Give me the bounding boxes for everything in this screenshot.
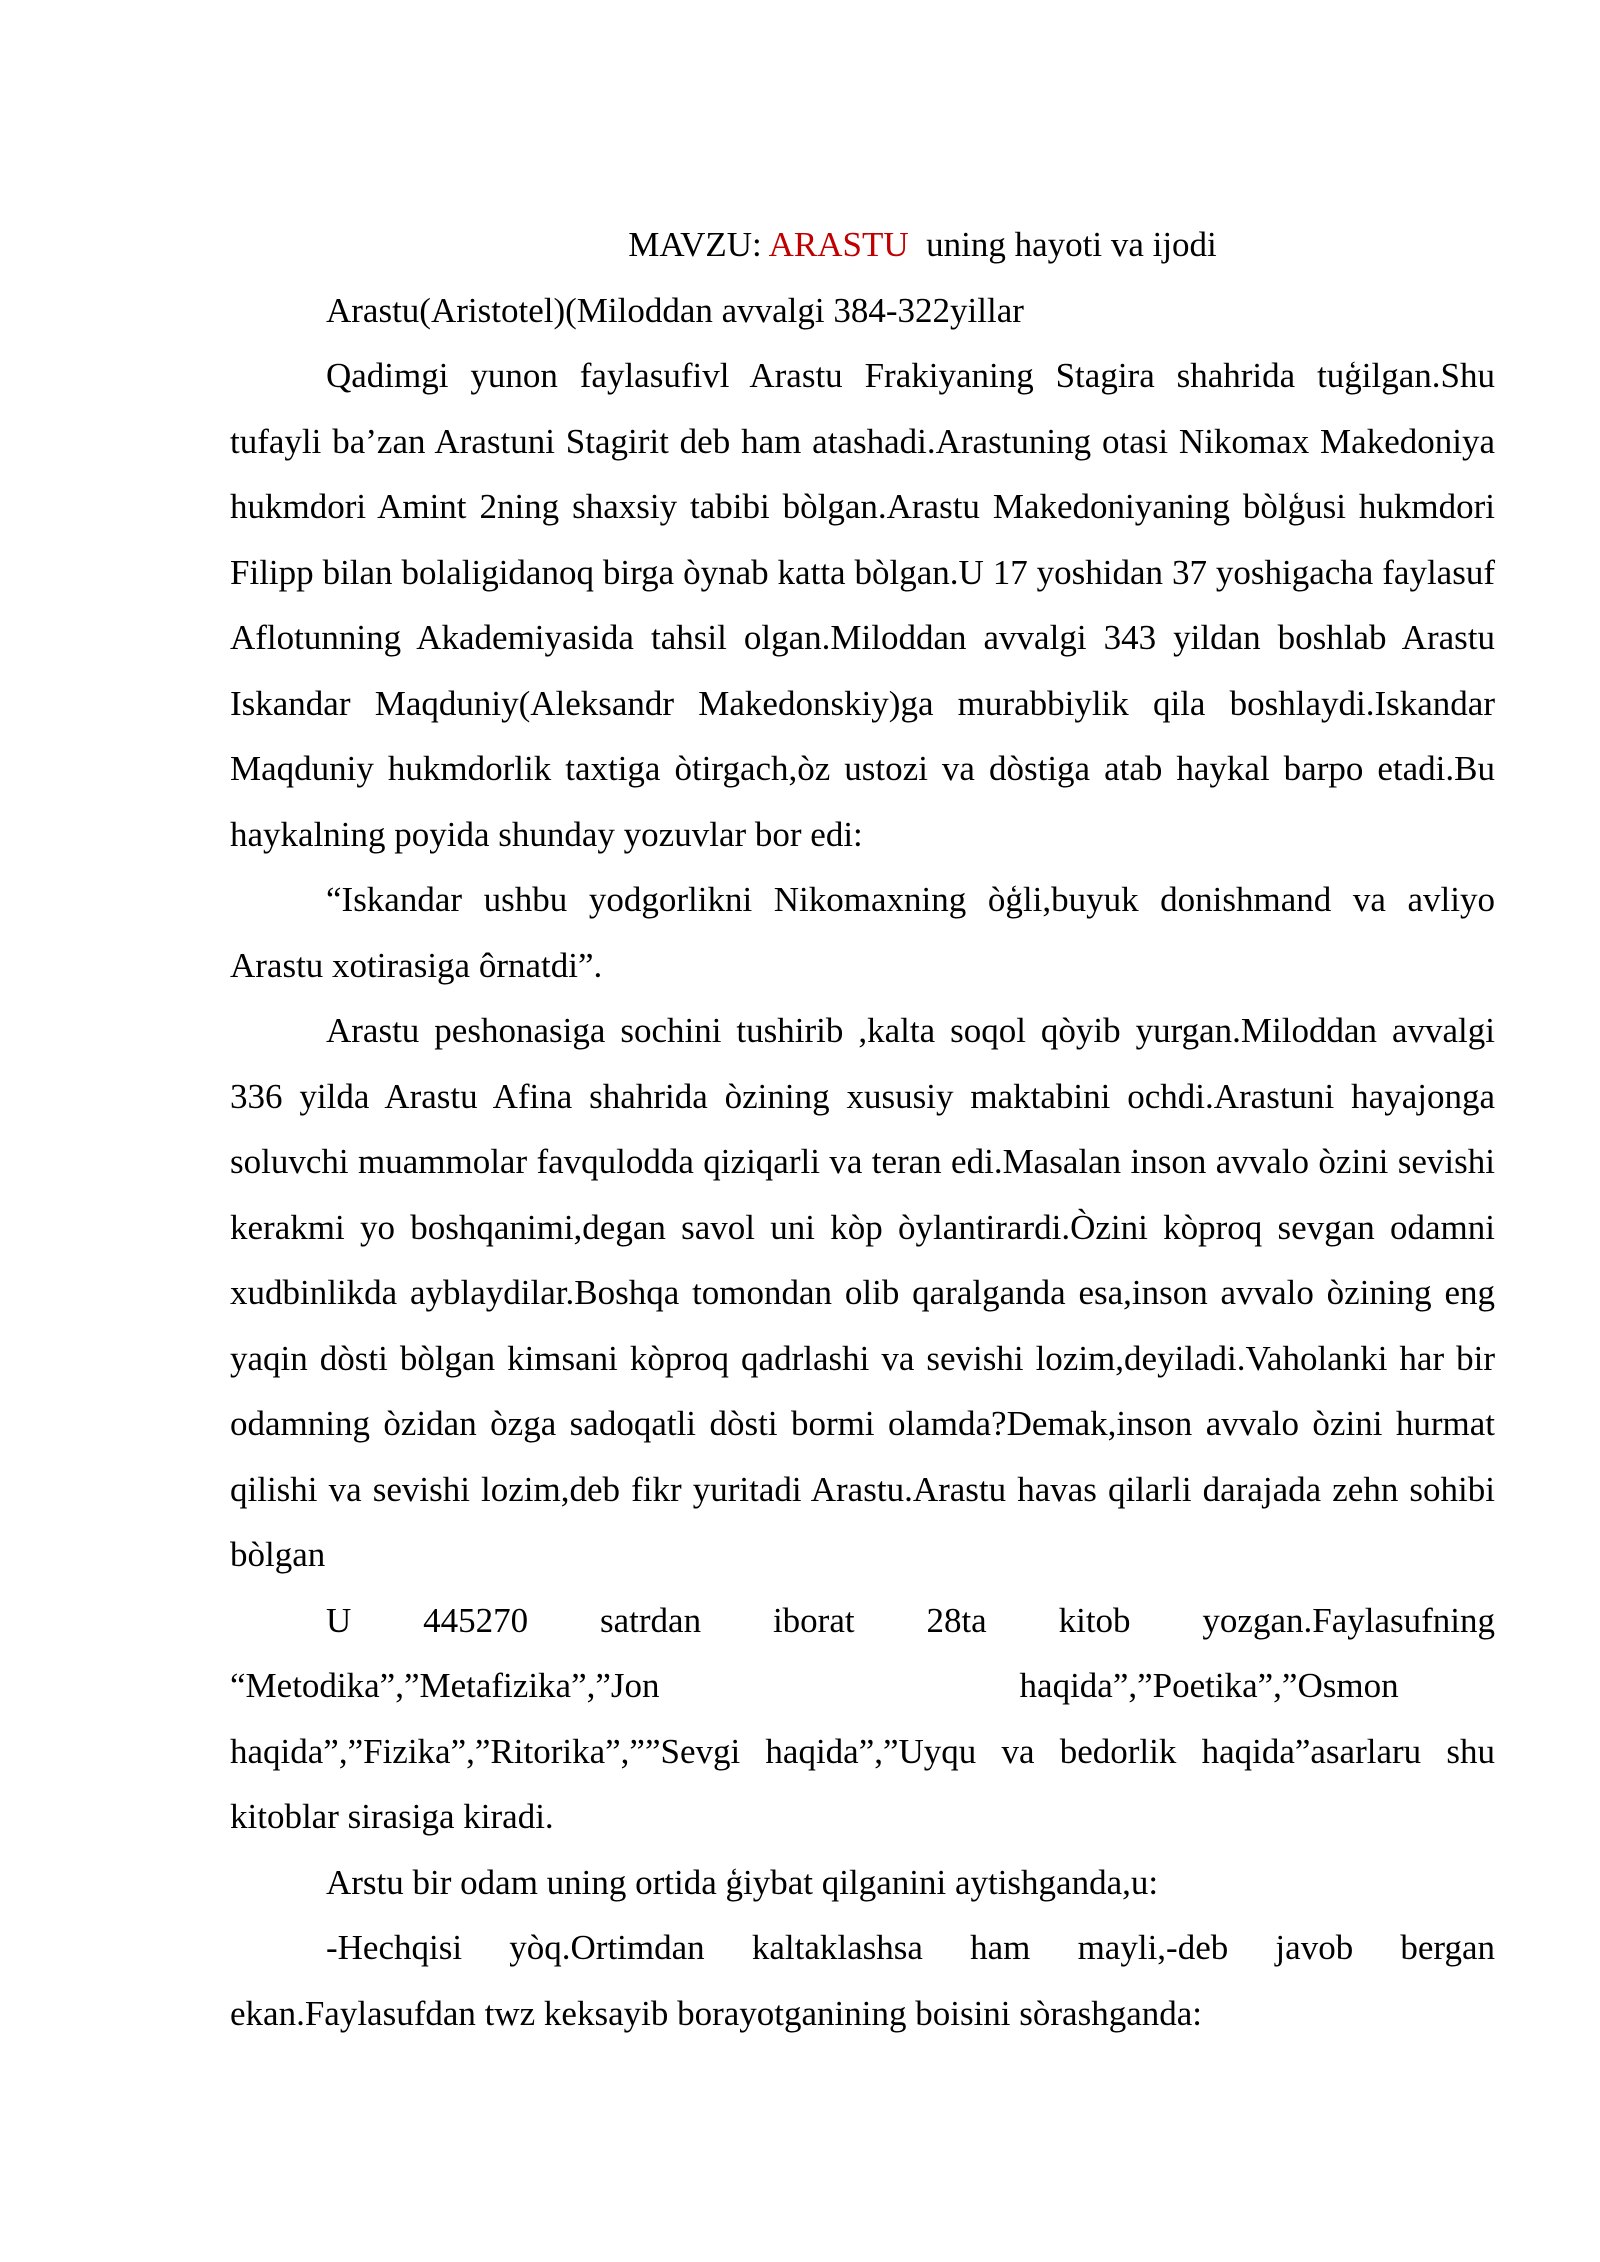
paragraph-school: Arastu peshonasiga sochini tushirib ,kalta soqol qòyib yurgan.Miloddan avvalgi 336 yilda Arastu Afina shahrida òzining xususiy maktabini ochdi.Arastuni hayajonga soluvchi muammolar favqulodda qiziqarli va teran edi.Masalan inson avvalo òzini sevishi kerakmi yo boshqanimi,degan savol uni kòp òylantirardi.Òzini kòproq sevgan odamni xudbinlikda ayblaydilar.Boshqa tomondan olib qaralganda esa,inson avvalo òzining eng yaqin dòsti bòlgan kimsani kòproq qadrlashi va sevishi lozim,deyiladi.Vaholanki har bir odamning òzidan òzga sadoqatli dòsti bormi olamda?Demak,inson avvalo òzini hurmat qilishi va sevishi lozim,deb fikr yuritadi Arastu.Arastu havas qilarli darajada zehn sohibi bòlgan (230, 1011, 1495, 1574)
subtitle: Arastu(Aristotel)(Miloddan avvalgi 384-322yillar (326, 290, 1024, 330)
title-suffix: uning hayoti va ijodi (908, 225, 1217, 264)
title-accent: ARASTU (768, 225, 909, 264)
page-title (230, 212, 1495, 278)
works-line2-start: “Metodika”,”Metafizika”,”Jon (230, 1666, 660, 1705)
paragraph-biography: Qadimgi yunon faylasufivl Arastu Frakiyaning Stagira shahrida tuģilgan.Shu tufayli ba’zan Arastuni Stagirit deb ham atashadi.Arastuning otasi Nikomax Makedoniya hukmdori Amint 2ning shaxsiy tabibi bòlgan.Arastu Makedoniyaning bòlģusi hukmdori Filipp bilan bolaligidanoq birga òynab katta bòlgan.U 17 yoshidan 37 yoshigacha faylasuf Aflotunning Akademiyasida tahsil olgan.Miloddan avvalgi 343 yildan boshlab Arastu Iskandar Maqduniy(Aleksandr Makedonskiy)ga murabbiylik qila boshlaydi.Iskandar Maqduniy hukmdorlik taxtiga òtirgach,òz ustozi va dòstiga atab haykal barpo etadi.Bu haykalning poyida shunday yozuvlar bor edi: (230, 356, 1495, 854)
paragraph-works-line2 (230, 1653, 1495, 1719)
paragraph-works-rest: haqida”,”Fizika”,”Ritorika”,””Sevgi haqida”,”Uyqu va bedorlik haqida”asarlaru shu kitoblar sirasiga kiradi. (230, 1731, 1495, 1836)
works-line2-end: haqida”,”Poetika”,”Osmon (1019, 1666, 1399, 1705)
paragraph-works-line1: U 445270 satrdan iborat 28ta kitob yozgan.Faylasufning (326, 1600, 1495, 1640)
title-prefix: MAVZU: (628, 225, 769, 264)
paragraph-answer: -Hechqisi yòq.Ortimdan kaltaklashsa ham mayli,-deb javob bergan ekan.Faylasufdan twz keksayib borayotganining boisini sòrashganda: (230, 1928, 1495, 2033)
document-page (230, 212, 1495, 2046)
paragraph-gossip: Arstu bir odam uning ortida ģiybat qilganini aytishganda,u: (326, 1862, 1159, 1902)
paragraph-inscription: “Iskandar ushbu yodgorlikni Nikomaxning òģli,buyuk donishmand va avliyo Arastu xotirasiga ôrnatdi”. (230, 880, 1495, 985)
